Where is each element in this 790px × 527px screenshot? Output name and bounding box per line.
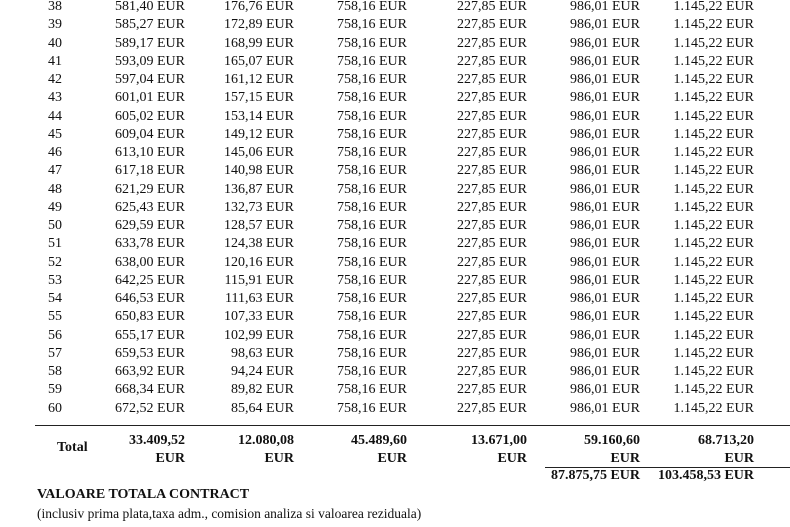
- interest-cell: 153,14 EUR: [224, 108, 294, 124]
- rate-with-vat-cell: 986,01 EUR: [570, 145, 640, 160]
- principal-cell: 659,53 EUR: [115, 345, 185, 361]
- table-row: [0, 290, 790, 308]
- rate-with-vat-cell: 986,01 EUR: [570, 199, 640, 215]
- interest-cell: 124,38 EUR: [224, 236, 294, 252]
- grand-total-contract-with-vat: 103.458,53 EUR: [657, 468, 754, 483]
- rate-with-vat-cell: 986,01 EUR: [570, 364, 640, 379]
- principal-cell: 642,25 EUR: [115, 272, 185, 288]
- principal-cell: 589,17 EUR: [115, 35, 185, 51]
- table-row: [0, 217, 790, 235]
- rate-with-vat-cell: 986,01 EUR: [570, 181, 640, 197]
- rate-with-vat-cell: 986,01 EUR: [570, 382, 640, 398]
- vat-cell: 227,85 EUR: [457, 327, 527, 343]
- total-cell: 1.145,22 EUR: [673, 90, 754, 106]
- rate-cell: 758,16 EUR: [337, 145, 407, 160]
- rate-cell: 758,16 EUR: [337, 236, 407, 252]
- vat-cell: 227,85 EUR: [457, 309, 527, 325]
- total-cell: 1.145,22 EUR: [673, 254, 754, 270]
- interest-cell: 136,87 EUR: [224, 181, 294, 197]
- rate-with-vat-cell: 986,01 EUR: [570, 218, 640, 233]
- total-unit: EUR: [497, 451, 527, 466]
- principal-cell: 609,04 EUR: [115, 126, 185, 142]
- total-rate: [351, 432, 407, 468]
- rate-cell: 758,16 EUR: [337, 382, 407, 398]
- rate-cell: 758,16 EUR: [337, 291, 407, 306]
- total-cell: 1.145,22 EUR: [673, 181, 754, 197]
- rate-with-vat-cell: 986,01 EUR: [570, 53, 640, 69]
- principal-cell: 625,43 EUR: [115, 199, 185, 215]
- interest-cell: 107,33 EUR: [224, 309, 294, 325]
- principal-cell: 638,00 EUR: [115, 254, 185, 270]
- vat-cell: 227,85 EUR: [457, 90, 527, 106]
- table-row: [0, 199, 790, 217]
- rate-cell: 758,16 EUR: [337, 35, 407, 51]
- interest-cell: 176,76 EUR: [224, 0, 294, 14]
- rate-with-vat-cell: 986,01 EUR: [570, 345, 640, 361]
- installment-number: 51: [48, 236, 62, 252]
- interest-cell: 85,64 EUR: [231, 400, 294, 416]
- total-cell: 1.145,22 EUR: [673, 35, 754, 51]
- table-row: [0, 181, 790, 199]
- interest-cell: 128,57 EUR: [224, 218, 294, 233]
- table-row: [0, 16, 790, 34]
- rate-with-vat-cell: 986,01 EUR: [570, 309, 640, 325]
- interest-cell: 102,99 EUR: [224, 327, 294, 343]
- rate-with-vat-cell: 986,01 EUR: [570, 35, 640, 51]
- rate-with-vat-cell: 986,01 EUR: [570, 108, 640, 124]
- principal-cell: 585,27 EUR: [115, 17, 185, 33]
- principal-cell: 650,83 EUR: [115, 309, 185, 325]
- interest-cell: 115,91 EUR: [224, 272, 294, 288]
- installment-number: 49: [48, 199, 62, 215]
- total-cell: 1.145,22 EUR: [673, 0, 754, 14]
- interest-cell: 120,16 EUR: [224, 254, 294, 270]
- rate-cell: 758,16 EUR: [337, 126, 407, 142]
- rate-cell: 758,16 EUR: [337, 309, 407, 325]
- total-cell: 1.145,22 EUR: [673, 199, 754, 215]
- table-row: [0, 235, 790, 253]
- total-cell: 1.145,22 EUR: [673, 72, 754, 87]
- vat-cell: 227,85 EUR: [457, 53, 527, 69]
- interest-cell: 140,98 EUR: [224, 163, 294, 179]
- total-value: 12.080,08: [238, 433, 294, 448]
- total-rate-with-vat: [584, 432, 640, 468]
- principal-cell: 621,29 EUR: [115, 181, 185, 197]
- total-cell: 1.145,22 EUR: [673, 382, 754, 398]
- installment-number: 52: [48, 254, 62, 270]
- vat-cell: 227,85 EUR: [457, 199, 527, 215]
- vat-cell: 227,85 EUR: [457, 17, 527, 33]
- total-unit: EUR: [155, 451, 185, 466]
- principal-cell: 646,53 EUR: [115, 291, 185, 306]
- total-cell: 1.145,22 EUR: [673, 272, 754, 288]
- principal-cell: 597,04 EUR: [115, 72, 185, 87]
- table-row: [0, 400, 790, 418]
- principal-cell: 613,10 EUR: [115, 145, 185, 160]
- total-cell: 1.145,22 EUR: [673, 218, 754, 233]
- principal-cell: 668,34 EUR: [115, 382, 185, 398]
- rate-cell: 758,16 EUR: [337, 345, 407, 361]
- vat-cell: 227,85 EUR: [457, 291, 527, 306]
- vat-cell: 227,85 EUR: [457, 272, 527, 288]
- vat-cell: 227,85 EUR: [457, 218, 527, 233]
- total-value: 33.409,52: [129, 433, 185, 448]
- contract-total-note: (inclusiv prima plata,taxa adm., comision analiza si valoarea reziduala): [37, 506, 422, 521]
- installment-number: 53: [48, 272, 62, 288]
- vat-cell: 227,85 EUR: [457, 72, 527, 87]
- vat-cell: 227,85 EUR: [457, 145, 527, 160]
- table-row: [0, 108, 790, 126]
- total-cell: 1.145,22 EUR: [673, 291, 754, 306]
- total-principal: [129, 432, 185, 468]
- installment-number: 55: [48, 309, 62, 325]
- principal-cell: 617,18 EUR: [115, 163, 185, 179]
- total-unit: EUR: [610, 451, 640, 466]
- contract-total-title: VALOARE TOTALA CONTRACT: [37, 487, 250, 502]
- rate-cell: 758,16 EUR: [337, 400, 407, 416]
- table-row: [0, 89, 790, 107]
- interest-cell: 98,63 EUR: [231, 345, 294, 361]
- rate-with-vat-cell: 986,01 EUR: [570, 72, 640, 87]
- vat-cell: 227,85 EUR: [457, 345, 527, 361]
- table-row: [0, 53, 790, 71]
- vat-cell: 227,85 EUR: [457, 181, 527, 197]
- table-row: [0, 126, 790, 144]
- installment-number: 57: [48, 345, 62, 361]
- rate-cell: 758,16 EUR: [337, 90, 407, 106]
- rate-cell: 758,16 EUR: [337, 218, 407, 233]
- installment-number: 47: [48, 163, 62, 179]
- principal-cell: 593,09 EUR: [115, 53, 185, 69]
- installment-number: 41: [48, 53, 62, 69]
- vat-cell: 227,85 EUR: [457, 364, 527, 379]
- rate-cell: 758,16 EUR: [337, 364, 407, 379]
- total-cell: 1.145,22 EUR: [673, 364, 754, 379]
- total-cell: 1.145,22 EUR: [673, 53, 754, 69]
- rate-with-vat-cell: 986,01 EUR: [570, 254, 640, 270]
- vat-cell: 227,85 EUR: [457, 254, 527, 270]
- rate-cell: 758,16 EUR: [337, 72, 407, 87]
- total-interest: [238, 432, 294, 468]
- installment-number: 59: [48, 382, 62, 398]
- grand-total-contract: 87.875,75 EUR: [550, 468, 640, 483]
- installment-number: 43: [48, 90, 62, 106]
- interest-cell: 168,99 EUR: [224, 35, 294, 51]
- total-vat: [471, 432, 527, 468]
- total-value: 59.160,60: [584, 433, 640, 448]
- interest-cell: 172,89 EUR: [224, 17, 294, 33]
- table-row: [0, 162, 790, 180]
- installment-number: 58: [48, 364, 62, 379]
- table-row: [0, 254, 790, 272]
- installment-number: 40: [48, 35, 62, 51]
- table-row: [0, 144, 790, 162]
- rate-cell: 758,16 EUR: [337, 53, 407, 69]
- table-row: [0, 272, 790, 290]
- installment-number: 46: [48, 145, 62, 160]
- rate-cell: 758,16 EUR: [337, 327, 407, 343]
- vat-cell: 227,85 EUR: [457, 236, 527, 252]
- total-label: Total: [57, 440, 88, 455]
- installment-number: 60: [48, 400, 62, 416]
- rate-cell: 758,16 EUR: [337, 199, 407, 215]
- interest-cell: 161,12 EUR: [224, 72, 294, 87]
- table-row: [0, 381, 790, 399]
- installment-number: 39: [48, 17, 62, 33]
- rate-with-vat-cell: 986,01 EUR: [570, 400, 640, 416]
- vat-cell: 227,85 EUR: [457, 0, 527, 14]
- table-row: [0, 308, 790, 326]
- principal-cell: 581,40 EUR: [115, 0, 185, 14]
- principal-cell: 605,02 EUR: [115, 108, 185, 124]
- interest-cell: 149,12 EUR: [224, 126, 294, 142]
- interest-cell: 165,07 EUR: [224, 53, 294, 69]
- total-unit: EUR: [264, 451, 294, 466]
- total-cell: 1.145,22 EUR: [673, 309, 754, 325]
- total-unit: EUR: [377, 451, 407, 466]
- vat-cell: 227,85 EUR: [457, 126, 527, 142]
- rate-cell: 758,16 EUR: [337, 254, 407, 270]
- total-value: 13.671,00: [471, 433, 527, 448]
- installment-number: 38: [48, 0, 62, 14]
- total-cell: 1.145,22 EUR: [673, 17, 754, 33]
- total-grand-rate: [698, 432, 754, 468]
- rate-cell: 758,16 EUR: [337, 17, 407, 33]
- installment-number: 48: [48, 181, 62, 197]
- total-unit: EUR: [724, 451, 754, 466]
- rate-cell: 758,16 EUR: [337, 272, 407, 288]
- vat-cell: 227,85 EUR: [457, 400, 527, 416]
- installment-number: 56: [48, 327, 62, 343]
- total-value: 45.489,60: [351, 433, 407, 448]
- table-row: [0, 71, 790, 89]
- interest-cell: 145,06 EUR: [224, 145, 294, 160]
- table-row: [0, 0, 790, 16]
- rate-cell: 758,16 EUR: [337, 0, 407, 14]
- total-cell: 1.145,22 EUR: [673, 345, 754, 361]
- principal-cell: 663,92 EUR: [115, 364, 185, 379]
- installment-number: 50: [48, 218, 62, 233]
- total-cell: 1.145,22 EUR: [673, 163, 754, 179]
- table-row: [0, 363, 790, 381]
- rate-with-vat-cell: 986,01 EUR: [570, 327, 640, 343]
- principal-cell: 655,17 EUR: [115, 327, 185, 343]
- interest-cell: 89,82 EUR: [231, 382, 294, 398]
- vat-cell: 227,85 EUR: [457, 382, 527, 398]
- installment-number: 45: [48, 126, 62, 142]
- vat-cell: 227,85 EUR: [457, 108, 527, 124]
- interest-cell: 94,24 EUR: [231, 364, 294, 379]
- total-cell: 1.145,22 EUR: [673, 108, 754, 124]
- rate-with-vat-cell: 986,01 EUR: [570, 90, 640, 106]
- rate-cell: 758,16 EUR: [337, 181, 407, 197]
- rate-with-vat-cell: 986,01 EUR: [570, 272, 640, 288]
- installment-number: 54: [48, 291, 62, 306]
- rate-with-vat-cell: 986,01 EUR: [570, 17, 640, 33]
- principal-cell: 601,01 EUR: [115, 90, 185, 106]
- total-value: 68.713,20: [698, 433, 754, 448]
- table-row: [0, 35, 790, 53]
- rate-with-vat-cell: 986,01 EUR: [570, 291, 640, 306]
- total-cell: 1.145,22 EUR: [673, 126, 754, 142]
- total-cell: 1.145,22 EUR: [673, 400, 754, 416]
- installment-number: 44: [48, 108, 62, 124]
- interest-cell: 157,15 EUR: [224, 90, 294, 106]
- principal-cell: 672,52 EUR: [115, 400, 185, 416]
- table-row: [0, 345, 790, 363]
- total-cell: 1.145,22 EUR: [673, 145, 754, 160]
- vat-cell: 227,85 EUR: [457, 163, 527, 179]
- rate-with-vat-cell: 986,01 EUR: [570, 0, 640, 14]
- rate-cell: 758,16 EUR: [337, 163, 407, 179]
- principal-cell: 629,59 EUR: [115, 218, 185, 233]
- interest-cell: 132,73 EUR: [224, 199, 294, 215]
- rate-with-vat-cell: 986,01 EUR: [570, 163, 640, 179]
- vat-cell: 227,85 EUR: [457, 35, 527, 51]
- rate-with-vat-cell: 986,01 EUR: [570, 236, 640, 252]
- total-cell: 1.145,22 EUR: [673, 236, 754, 252]
- installment-number: 42: [48, 72, 62, 87]
- principal-cell: 633,78 EUR: [115, 236, 185, 252]
- rate-cell: 758,16 EUR: [337, 108, 407, 124]
- table-row: [0, 327, 790, 345]
- table-divider: [35, 425, 790, 426]
- interest-cell: 111,63 EUR: [225, 291, 294, 306]
- total-cell: 1.145,22 EUR: [673, 327, 754, 343]
- rate-with-vat-cell: 986,01 EUR: [570, 126, 640, 142]
